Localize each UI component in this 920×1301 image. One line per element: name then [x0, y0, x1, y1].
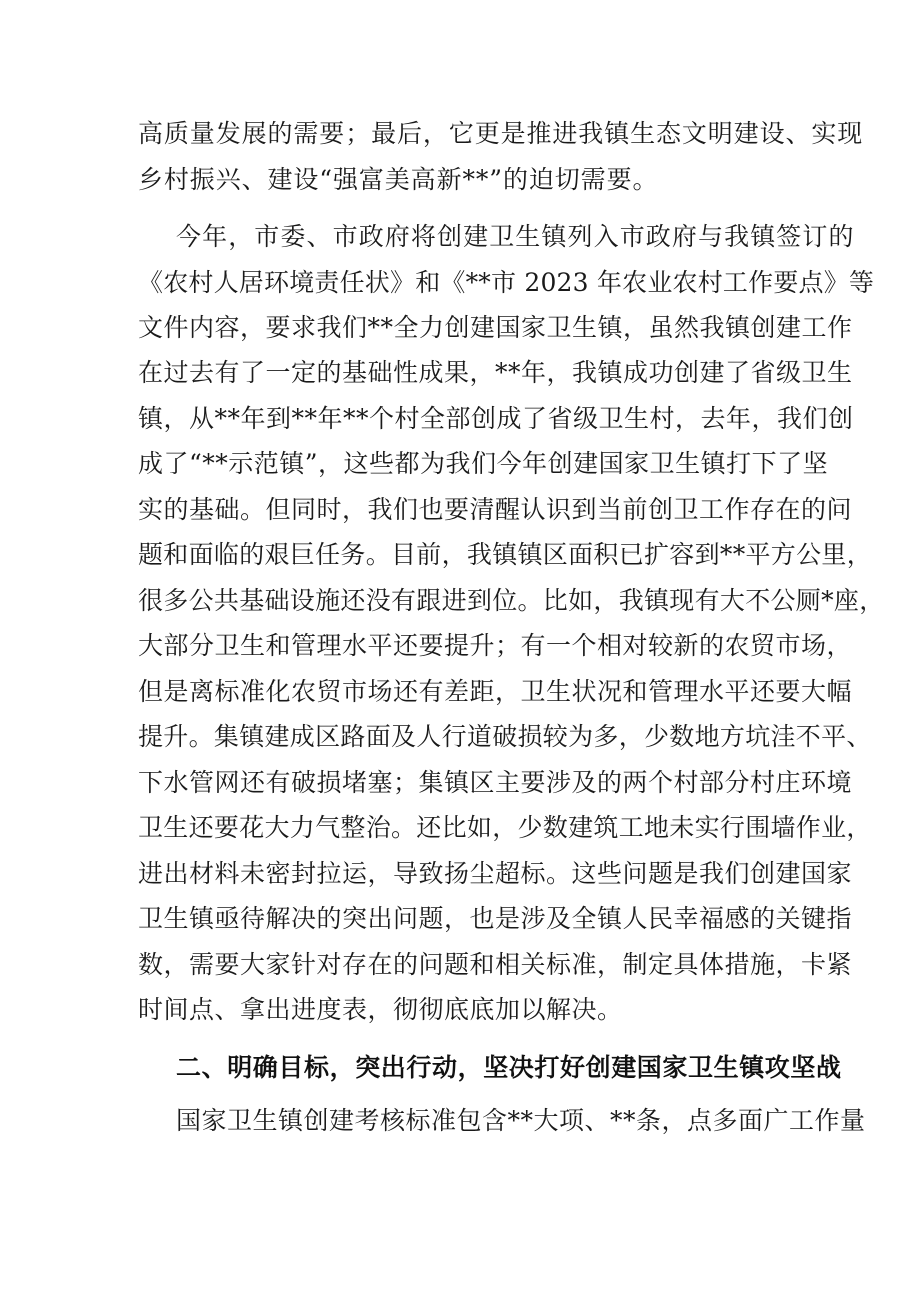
section-heading: 二、明确目标，突出行动，坚决打好创建国家卫生镇攻坚战 [176, 1053, 842, 1082]
text-line: 很多公共基础设施还没有跟进到位。比如，我镇现有大不公厕*座， [138, 586, 885, 615]
text-line: 大部分卫生和管理水平还要提升；有一个相对较新的农贸市场， [138, 631, 853, 660]
text-line: 时间点、拿出进度表，彻彻底底加以解决。 [138, 995, 623, 1024]
text-line: 在过去有了一定的基础性成果，**年，我镇成功创建了省级卫生 [138, 358, 853, 387]
text-line: 卫生还要花大力气整治。还比如，少数建筑工地未实行围墙作业， [138, 813, 872, 842]
text-line: 下水管网还有破损堵塞；集镇区主要涉及的两个村部分村庄环境 [138, 768, 853, 797]
text-line: 实的基础。但同时，我们也要清醒认识到当前创卫工作存在的问 [138, 495, 853, 524]
text-line: 乡村振兴、建设“强富美高新**”的迫切需要。 [138, 165, 659, 194]
text-line: 卫生镇亟待解决的突出问题，也是涉及全镇人民幸福感的关键指 [138, 904, 853, 933]
text-line: 今年，市委、市政府将创建卫生镇列入市政府与我镇签订的 [176, 222, 855, 251]
text-line: 高质量发展的需要；最后，它更是推进我镇生态文明建设、实现 [138, 119, 864, 148]
text-line: 国家卫生镇创建考核标准包含**大项、**条，点多面广工作量 [176, 1106, 866, 1135]
text-line: 文件内容，要求我们**全力创建国家卫生镇，虽然我镇创建工作 [138, 313, 853, 342]
text-line: 数，需要大家针对存在的问题和相关标准，制定具体措施，卡紧 [138, 950, 853, 979]
text-line: 题和面临的艰巨任务。目前，我镇镇区面积已扩容到**平方公里， [138, 540, 873, 569]
text-line: 进出材料未密封拉运，导致扬尘超标。这些问题是我们创建国家 [138, 859, 853, 888]
text-line: 《农村人居环境责任状》和《**市 2023 年农业农村工作要点》等 [138, 268, 875, 297]
text-line: 镇，从**年到**年**个村全部创成了省级卫生村，去年，我们创 [138, 404, 854, 433]
text-line: 成了“**示范镇”，这些都为我们今年创建国家卫生镇打下了坚 [138, 449, 829, 478]
text-line: 提升。集镇建成区路面及人行道破损较为多，少数地方坑洼不平、 [138, 722, 872, 751]
text-line: 但是离标准化农贸市场还有差距，卫生状况和管理水平还要大幅 [138, 677, 853, 706]
